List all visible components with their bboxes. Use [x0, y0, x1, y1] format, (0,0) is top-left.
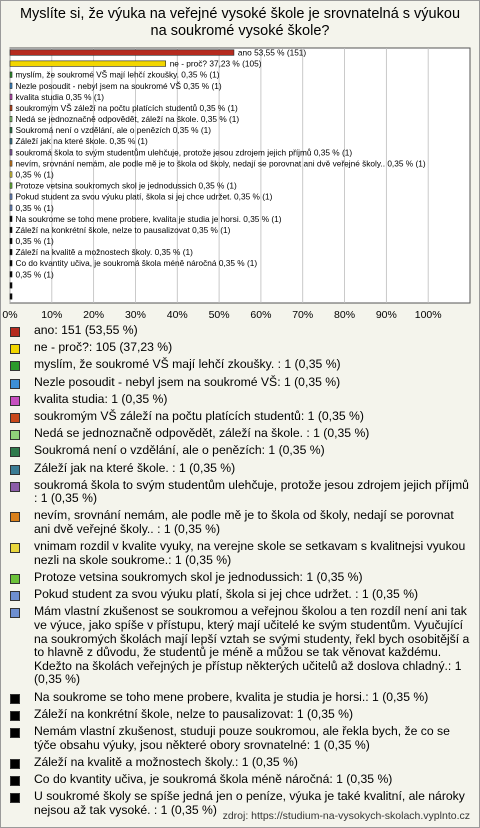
- bar-value-label: 0,35 % (1): [15, 169, 54, 180]
- x-tick-label: 70%: [292, 309, 314, 321]
- legend-item: [34, 605, 470, 687]
- legend-label: Záleží jak na které škole. : 1 (0,35 %): [34, 460, 236, 475]
- legend-item: [34, 324, 470, 338]
- legend-swatch: [10, 361, 20, 371]
- bar: [10, 127, 12, 133]
- legend-item: [34, 773, 470, 787]
- bar: [10, 194, 12, 200]
- legend-item: [34, 427, 470, 441]
- legend-item: [34, 509, 470, 536]
- bar: [10, 205, 12, 211]
- bar-value-label: soukromá škola to svým studentům ulehčuje, protože jesou zdrojem jejich příjmů 0,35 % (1): [15, 147, 353, 158]
- bar: [10, 183, 12, 189]
- bar-chart: [0, 0, 480, 330]
- bar: [10, 216, 12, 222]
- legend-swatch: [10, 728, 20, 738]
- legend-swatch: [10, 543, 20, 553]
- legend-label: soukromým VŠ záleží na počtu platících studentů: 1 (0,35 %): [34, 408, 364, 423]
- legend-item: [34, 341, 470, 355]
- bar-value-label: ano 53,55 % (151): [237, 47, 307, 58]
- legend-label: Protoze vetsina soukromych skol je jednodussich: 1 (0,35 %): [34, 570, 363, 585]
- legend-label: Nezle posoudit - nebyl jsem na soukromé VŠ: 1 (0,35 %): [34, 374, 341, 389]
- bar-value-label: Protoze vetsina soukromych skol je jednodussich 0,35 % (1): [15, 180, 237, 191]
- legend-label: U soukromé školy se spíše jedná jen o peníze, výuka je také kvalitní, ale nároky nejsou až tak vysoké. : 1 (0,35 %): [34, 789, 465, 817]
- bar-value-label: kvalita studia 0,35 % (1): [15, 91, 105, 102]
- bar-value-label: myslím, že soukromé VŠ mají lehčí zkoušky. 0,35 % (1): [15, 69, 220, 80]
- legend-item: [34, 725, 470, 752]
- legend-label: Záleží na konkrétní škole, nelze to pausalizovat: 1 (0,35 %): [34, 706, 354, 721]
- bar-value-label: Záleží na kvalitě a možnostech školy. 0,35 % (1): [15, 247, 193, 258]
- x-tick-label: 30%: [124, 309, 146, 321]
- legend-item: [34, 410, 470, 424]
- x-tick-label: 20%: [83, 309, 105, 321]
- bar-value-label: nevím, srovnání nemám, ale podle mě je to škola od školy, nedají se porovnat ani dvě veřejné školy.. 0,35 % (1): [15, 158, 426, 169]
- legend-swatch: [10, 482, 20, 492]
- legend-swatch: [10, 711, 20, 721]
- legend-item: [34, 588, 470, 602]
- bar-value-label: Soukromá není o vzdělání, ale o penězích 0,35 % (1): [15, 125, 212, 136]
- x-tick-label: 60%: [250, 309, 272, 321]
- legend-swatch: [10, 574, 20, 584]
- legend-item: [34, 479, 470, 506]
- legend-label: ano: 151 (53,55 %): [34, 323, 138, 337]
- legend-swatch: [10, 694, 20, 704]
- bar: [10, 150, 12, 156]
- bar: [10, 105, 12, 111]
- legend-swatch: [10, 608, 20, 618]
- legend-item: [34, 376, 470, 390]
- bar-value-label: Nezle posoudit - nebyl jsem na soukromé VŠ 0,35 % (1): [15, 80, 222, 91]
- legend-item: [34, 691, 470, 705]
- legend-swatch: [10, 430, 20, 440]
- legend-item: [34, 540, 470, 567]
- legend-item: [34, 358, 470, 372]
- legend-swatch: [10, 591, 20, 601]
- legend-item: [34, 756, 470, 770]
- legend-label: Nedá se jednoznačně odpovědět, záleží na škole. : 1 (0,35 %): [34, 426, 370, 441]
- legend-swatch: [10, 413, 20, 423]
- legend-label: vnimam rozdil v kvalite vyuky, na verejne skole se setkavam s kvalitnejsi vyukou nezli na skole soukrome.: 1 (0,35 %): [34, 539, 466, 567]
- bar-value-label: 0,35 % (1): [15, 269, 54, 280]
- bar: [10, 161, 12, 167]
- bar-value-label: Na soukrome se toho mene probere, kvalita je studia je horsi. 0,35 % (1): [15, 213, 282, 224]
- bar: [10, 138, 12, 144]
- legend-swatch: [10, 447, 20, 457]
- legend-label: nevím, srovnání nemám, ale podle mě je to škola od školy, nedají se porovnat ani dvě veřejné školy.. : 1 (0,35 %): [34, 508, 454, 537]
- legend-label: Soukromá není o vzdělání, ale o penězích: 1 (0,35 %): [34, 443, 325, 458]
- bar: [10, 260, 12, 266]
- legend-item: [34, 708, 470, 722]
- x-tick-label: 0%: [2, 309, 18, 321]
- legend-label: myslím, že soukromé VŠ mají lehčí zkoušky. : 1 (0,35 %): [34, 357, 341, 372]
- legend-item: [34, 462, 470, 476]
- bar-value-label: Co do kvantity učiva, je soukromá škola méně náročná 0,35 % (1): [15, 258, 258, 269]
- legend-item: [34, 393, 470, 407]
- legend-swatch: [10, 793, 20, 803]
- source-footer: zdroj: https://studium-na-vysokych-skolach.vyplnto.cz: [222, 810, 470, 822]
- x-tick-label: 50%: [208, 309, 230, 321]
- bar-value-label: soukromým VŠ záleží na počtu platících studentů 0,35 % (1): [15, 102, 238, 113]
- bar-value-label: 0,35 % (1): [15, 202, 54, 213]
- legend-swatch: [10, 759, 20, 769]
- legend-label: Záleží na kvalitě a možnostech školy.: 1 (0,35 %): [34, 754, 298, 769]
- legend-label: kvalita studia: 1 (0,35 %): [34, 391, 168, 406]
- bar: [10, 61, 166, 66]
- legend-swatch: [10, 327, 20, 337]
- bar: [10, 227, 12, 233]
- legend-label: ne - proč?: 105 (37,23 %): [34, 340, 173, 355]
- bar: [10, 249, 12, 255]
- x-tick-label: 40%: [166, 309, 188, 321]
- bar-value-label: Záleží na konkrétní škole, nelze to pausalizovat 0,35 % (1): [15, 224, 231, 235]
- legend-label: Co do kvantity učiva, je soukromá škola méně náročná: 1 (0,35 %): [34, 771, 393, 786]
- x-tick-label: 90%: [375, 309, 397, 321]
- bar: [10, 72, 12, 78]
- bar: [10, 50, 234, 56]
- bar-value-label: 0,35 % (1): [15, 236, 54, 247]
- bar: [10, 94, 12, 100]
- bar-value-label: Pokud student za svou výuku platí, škola si jej chce udržet. 0,35 % (1): [15, 191, 273, 202]
- legend-swatch: [10, 344, 20, 354]
- bar-value-label: Nedá se jednoznačně odpovědět, záleží na škole. 0,35 % (1): [15, 114, 240, 125]
- legend-label: soukromá škola to svým studentům ulehčuje, protože jesou zdrojem jejich příjmů : 1 (0,35 %): [34, 477, 469, 506]
- legend-label: Mám vlastní zkušenost se soukromou a veřejnou školou a ten rozdíl není ani tak ve výuce, jako spíše v přístupu, který mají učitelé ke svým studentům. Vyučující na soukromých školách mají lepší vztah se svými studenty, řekl bych osobitější a to hlavně z důvodu, že studentů je méně a můžou se tak věnovat každému. Kdežto na školách veřejných je přístup některých učitelů až doslova chladný.: 1 (0,35 %): [34, 604, 470, 687]
- x-tick-label: 100%: [414, 309, 442, 321]
- bar: [10, 116, 12, 122]
- legend-label: Pokud student za svou výuku platí, škola si jej chce udržet. : 1 (0,35 %): [34, 587, 419, 602]
- bar: [10, 272, 12, 278]
- legend-swatch: [10, 379, 20, 389]
- legend-swatch: [10, 512, 20, 522]
- legend-item: [34, 444, 470, 458]
- legend-label: Na soukrome se toho mene probere, kvalita je studia je horsi.: 1 (0,35 %): [34, 689, 429, 704]
- bar-value-label: ne - proč? 37,23 % (105): [169, 58, 262, 69]
- x-tick-label: 80%: [334, 309, 356, 321]
- bar: [10, 283, 12, 289]
- legend-swatch: [10, 465, 20, 475]
- chart-title: Myslíte si, že výuka na veřejné vysoké škole je srovnatelná s výukou na soukromé vysoké škole?: [19, 6, 461, 39]
- bar: [10, 83, 12, 89]
- legend: [34, 324, 470, 821]
- x-tick-label: 10%: [41, 309, 63, 321]
- bar: [10, 172, 12, 178]
- legend-item: [34, 571, 470, 585]
- bar: [10, 294, 12, 300]
- legend-swatch: [10, 396, 20, 406]
- legend-label: Nemám vlastní zkušenost, studuji pouze soukromou, ale řekla bych, že co se týče obsahu výuky, jsou některé obory srovnatelné: 1 (0,35 %): [34, 723, 450, 752]
- legend-swatch: [10, 776, 20, 786]
- bar-value-label: Záleží jak na které škole. 0,35 % (1): [15, 136, 148, 147]
- bar: [10, 238, 12, 244]
